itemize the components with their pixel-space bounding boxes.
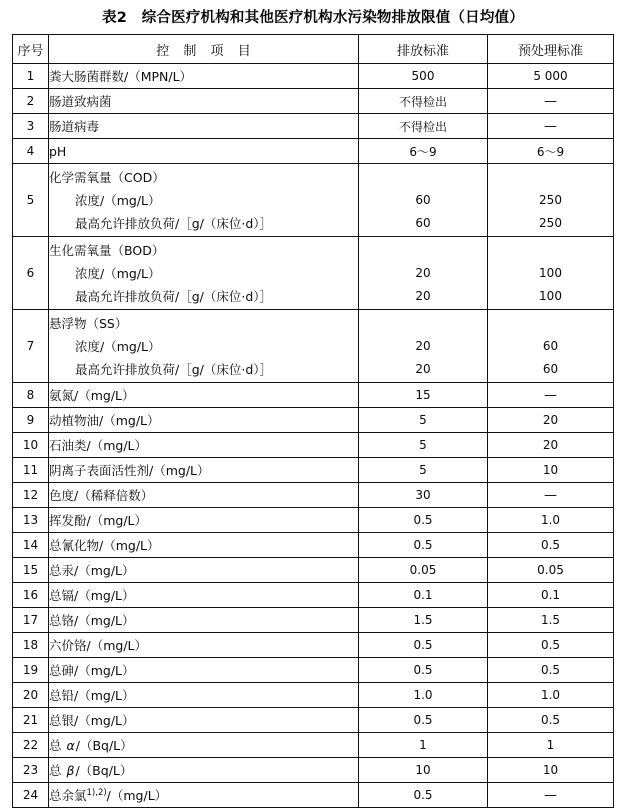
control-item: 总汞/（mg/L） <box>49 558 359 583</box>
header-item: 控 制 项 目 <box>49 35 359 64</box>
table-row <box>13 310 614 383</box>
row-number: 8 <box>13 383 49 408</box>
row-number: 3 <box>13 114 49 139</box>
row-number: 15 <box>13 558 49 583</box>
table-row <box>13 783 614 808</box>
table-row <box>13 633 614 658</box>
header-no: 序号 <box>13 35 49 64</box>
pretreatment-standard-value: 0.5 <box>488 633 614 658</box>
control-item: 悬浮物（SS） 浓度/（mg/L） 最高允许排放负荷/［g/（床位·d）］ <box>49 310 359 383</box>
control-item: 阴离子表面活性剂/（mg/L） <box>49 458 359 483</box>
table-row <box>13 383 614 408</box>
table-title: 表2 综合医疗机构和其他医疗机构水污染物排放限值（日均值） <box>102 10 524 26</box>
control-item: pH <box>49 139 359 164</box>
pretreatment-standard-value: 250 250 <box>488 164 614 237</box>
table-header <box>13 35 614 64</box>
row-number: 20 <box>13 683 49 708</box>
pretreatment-standard-value: 60 60 <box>488 310 614 383</box>
pretreatment-standard-value: 0.1 <box>488 583 614 608</box>
discharge-standard-value: 5 <box>359 458 488 483</box>
table-row <box>13 408 614 433</box>
table-row <box>13 64 614 89</box>
table-row <box>13 608 614 633</box>
pretreatment-standard-value: 1.0 <box>488 683 614 708</box>
control-item: 总余氯$^{1),2)}$/（mg/L） <box>49 783 359 808</box>
control-item: 总氰化物/（mg/L） <box>49 533 359 558</box>
pretreatment-standard-value: 1 <box>488 733 614 758</box>
pretreatment-standard-value: — <box>488 783 614 808</box>
row-number: 14 <box>13 533 49 558</box>
row-number: 9 <box>13 408 49 433</box>
row-number: 24 <box>13 783 49 808</box>
pretreatment-standard-value: 0.5 <box>488 658 614 683</box>
pretreatment-standard-value: 1.5 <box>488 608 614 633</box>
table-row <box>13 433 614 458</box>
discharge-standard-value: 0.1 <box>359 583 488 608</box>
table-row <box>13 533 614 558</box>
row-number: 17 <box>13 608 49 633</box>
table-row <box>13 114 614 139</box>
control-item: 粪大肠菌群数/（MPN/L） <box>49 64 359 89</box>
discharge-standard-value: 0.5 <box>359 708 488 733</box>
row-number: 4 <box>13 139 49 164</box>
control-item: 总银/（mg/L） <box>49 708 359 733</box>
control-item: 六价铬/（mg/L） <box>49 633 359 658</box>
discharge-standard-value: 0.5 <box>359 508 488 533</box>
control-item: 总 β/（Bq/L） <box>49 758 359 783</box>
pretreatment-standard-value: 0.05 <box>488 558 614 583</box>
pretreatment-standard-value: — <box>488 383 614 408</box>
pollutant-discharge-limits-table <box>12 34 614 808</box>
table-row <box>13 683 614 708</box>
row-number: 2 <box>13 89 49 114</box>
row-number: 19 <box>13 658 49 683</box>
control-item: 生化需氧量（BOD） 浓度/（mg/L） 最高允许排放负荷/［g/（床位·d）］ <box>49 237 359 310</box>
discharge-standard-value: 0.5 <box>359 633 488 658</box>
discharge-standard-value: 不得检出 <box>359 89 488 114</box>
discharge-standard-value: 20 20 <box>359 237 488 310</box>
table-row <box>13 89 614 114</box>
discharge-standard-value: 1.0 <box>359 683 488 708</box>
discharge-standard-value: 0.05 <box>359 558 488 583</box>
discharge-standard-value: 20 20 <box>359 310 488 383</box>
pretreatment-standard-value: 0.5 <box>488 533 614 558</box>
discharge-standard-value: 1.5 <box>359 608 488 633</box>
discharge-standard-value: 0.5 <box>359 783 488 808</box>
control-item: 总铅/（mg/L） <box>49 683 359 708</box>
control-item: 色度/（稀释倍数） <box>49 483 359 508</box>
pretreatment-standard-value: 20 <box>488 433 614 458</box>
pretreatment-standard-value: — <box>488 114 614 139</box>
discharge-standard-value: 10 <box>359 758 488 783</box>
table-row <box>13 164 614 237</box>
discharge-standard-value: 500 <box>359 64 488 89</box>
row-number: 5 <box>13 164 49 237</box>
discharge-standard-value: 15 <box>359 383 488 408</box>
pretreatment-standard-value: — <box>488 89 614 114</box>
control-item: 石油类/（mg/L） <box>49 433 359 458</box>
discharge-standard-value: 0.5 <box>359 533 488 558</box>
table-row <box>13 237 614 310</box>
header-row <box>13 35 614 64</box>
control-item: 化学需氧量（COD） 浓度/（mg/L） 最高允许排放负荷/［g/（床位·d）］ <box>49 164 359 237</box>
table-row <box>13 658 614 683</box>
pretreatment-standard-value: 6～9 <box>488 139 614 164</box>
table-body <box>13 64 614 808</box>
discharge-standard-value: 6～9 <box>359 139 488 164</box>
header-pretreatment: 预处理标准 <box>488 35 614 64</box>
table-row <box>13 708 614 733</box>
discharge-standard-value: 1 <box>359 733 488 758</box>
control-item: 总镉/（mg/L） <box>49 583 359 608</box>
pretreatment-standard-value: 0.5 <box>488 708 614 733</box>
table-row <box>13 733 614 758</box>
table-row <box>13 483 614 508</box>
row-number: 12 <box>13 483 49 508</box>
discharge-standard-value: 不得检出 <box>359 114 488 139</box>
pretreatment-standard-value: 5 000 <box>488 64 614 89</box>
row-number: 16 <box>13 583 49 608</box>
row-number: 7 <box>13 310 49 383</box>
control-item: 总砷/（mg/L） <box>49 658 359 683</box>
control-item: 肠道致病菌 <box>49 89 359 114</box>
control-item: 肠道病毒 <box>49 114 359 139</box>
discharge-standard-value: 5 <box>359 408 488 433</box>
table-row <box>13 139 614 164</box>
row-number: 1 <box>13 64 49 89</box>
control-item: 总铬/（mg/L） <box>49 608 359 633</box>
row-number: 11 <box>13 458 49 483</box>
discharge-standard-value: 5 <box>359 433 488 458</box>
header-standard: 排放标准 <box>359 35 488 64</box>
discharge-standard-value: 30 <box>359 483 488 508</box>
pretreatment-standard-value: 10 <box>488 758 614 783</box>
discharge-standard-value: 0.5 <box>359 658 488 683</box>
control-item: 挥发酚/（mg/L） <box>49 508 359 533</box>
row-number: 23 <box>13 758 49 783</box>
table-row <box>13 458 614 483</box>
control-item: 总 α/（Bq/L） <box>49 733 359 758</box>
row-number: 21 <box>13 708 49 733</box>
table-row <box>13 758 614 783</box>
discharge-standard-value: 60 60 <box>359 164 488 237</box>
table-row <box>13 558 614 583</box>
control-item: 氨氮/（mg/L） <box>49 383 359 408</box>
row-number: 10 <box>13 433 49 458</box>
pretreatment-standard-value: — <box>488 483 614 508</box>
row-number: 22 <box>13 733 49 758</box>
table-row <box>13 583 614 608</box>
pretreatment-standard-value: 10 <box>488 458 614 483</box>
row-number: 13 <box>13 508 49 533</box>
row-number: 18 <box>13 633 49 658</box>
pretreatment-standard-value: 100 100 <box>488 237 614 310</box>
row-number: 6 <box>13 237 49 310</box>
pretreatment-standard-value: 20 <box>488 408 614 433</box>
table-row <box>13 508 614 533</box>
pretreatment-standard-value: 1.0 <box>488 508 614 533</box>
control-item: 动植物油/（mg/L） <box>49 408 359 433</box>
